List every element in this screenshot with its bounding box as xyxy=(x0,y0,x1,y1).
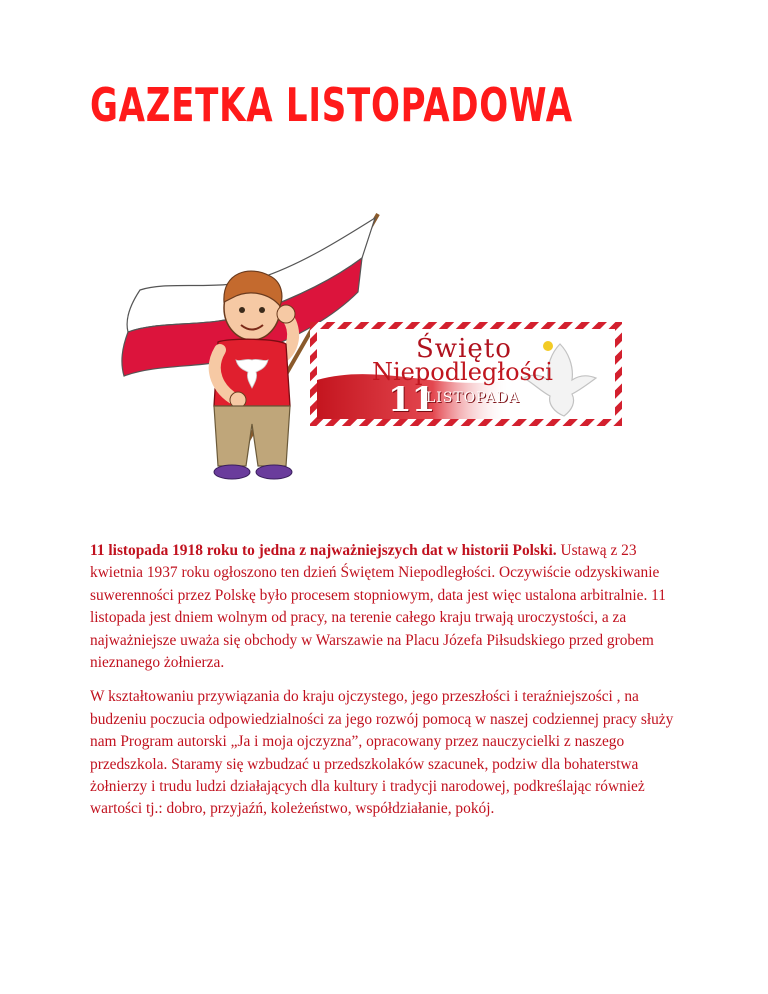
article-body xyxy=(90,540,690,821)
banner-line2: Niepodległości xyxy=(372,358,553,386)
banner-month: LISTOPADA xyxy=(426,390,520,406)
paragraph-2: W kształtowaniu przywiązania do kraju ojczystego, jego przeszłości i teraźniejszości , na budzeniu poczucia odpowiedzialności za jego rozwój pomocą w naszej codziennej pracy służy nam Program autorski „Ja i moja ojczyzna”, opracowany przez nauczycielki z naszego przedszkola. Staramy się wzbudzać u przedszkolaków szacunek, podziw dla bohaterstwa żołnierzy i trudu ludzi działających dla kultury i tradycji narodowej, podkreślając również wartości tj.: dobro, przyjaźń, koleżeństwo, współdziałanie, pokój. xyxy=(90,688,674,818)
banner-line1: Święto xyxy=(416,334,512,364)
independence-day-banner xyxy=(310,322,622,426)
paragraph-1 xyxy=(90,540,690,674)
banner-day: 11 xyxy=(388,380,436,420)
paragraph-1-lead: 11 listopada 1918 roku to jedna z najważniejszych dat w historii Polski. xyxy=(90,542,557,559)
paragraph-1-text: Ustawą z 23 kwietnia 1937 roku ogłoszono ten dzień Świętem Niepodległości. Oczywiście odzyskiwanie suwerenności przez Polskę było procesem stopniowym, data jest więc ustalona arbitralnie. 11 listopada jest dniem wolnym od pracy, na terenie całego kraju trwają uroczystości, a za najważniejsze uważa się obchody w Warszawie na Placu Józefa Piłsudskiego przed grobem nieznanego żołnierza. xyxy=(90,542,666,672)
page-title: GAZETKA LISTOPADOWA xyxy=(90,78,573,132)
